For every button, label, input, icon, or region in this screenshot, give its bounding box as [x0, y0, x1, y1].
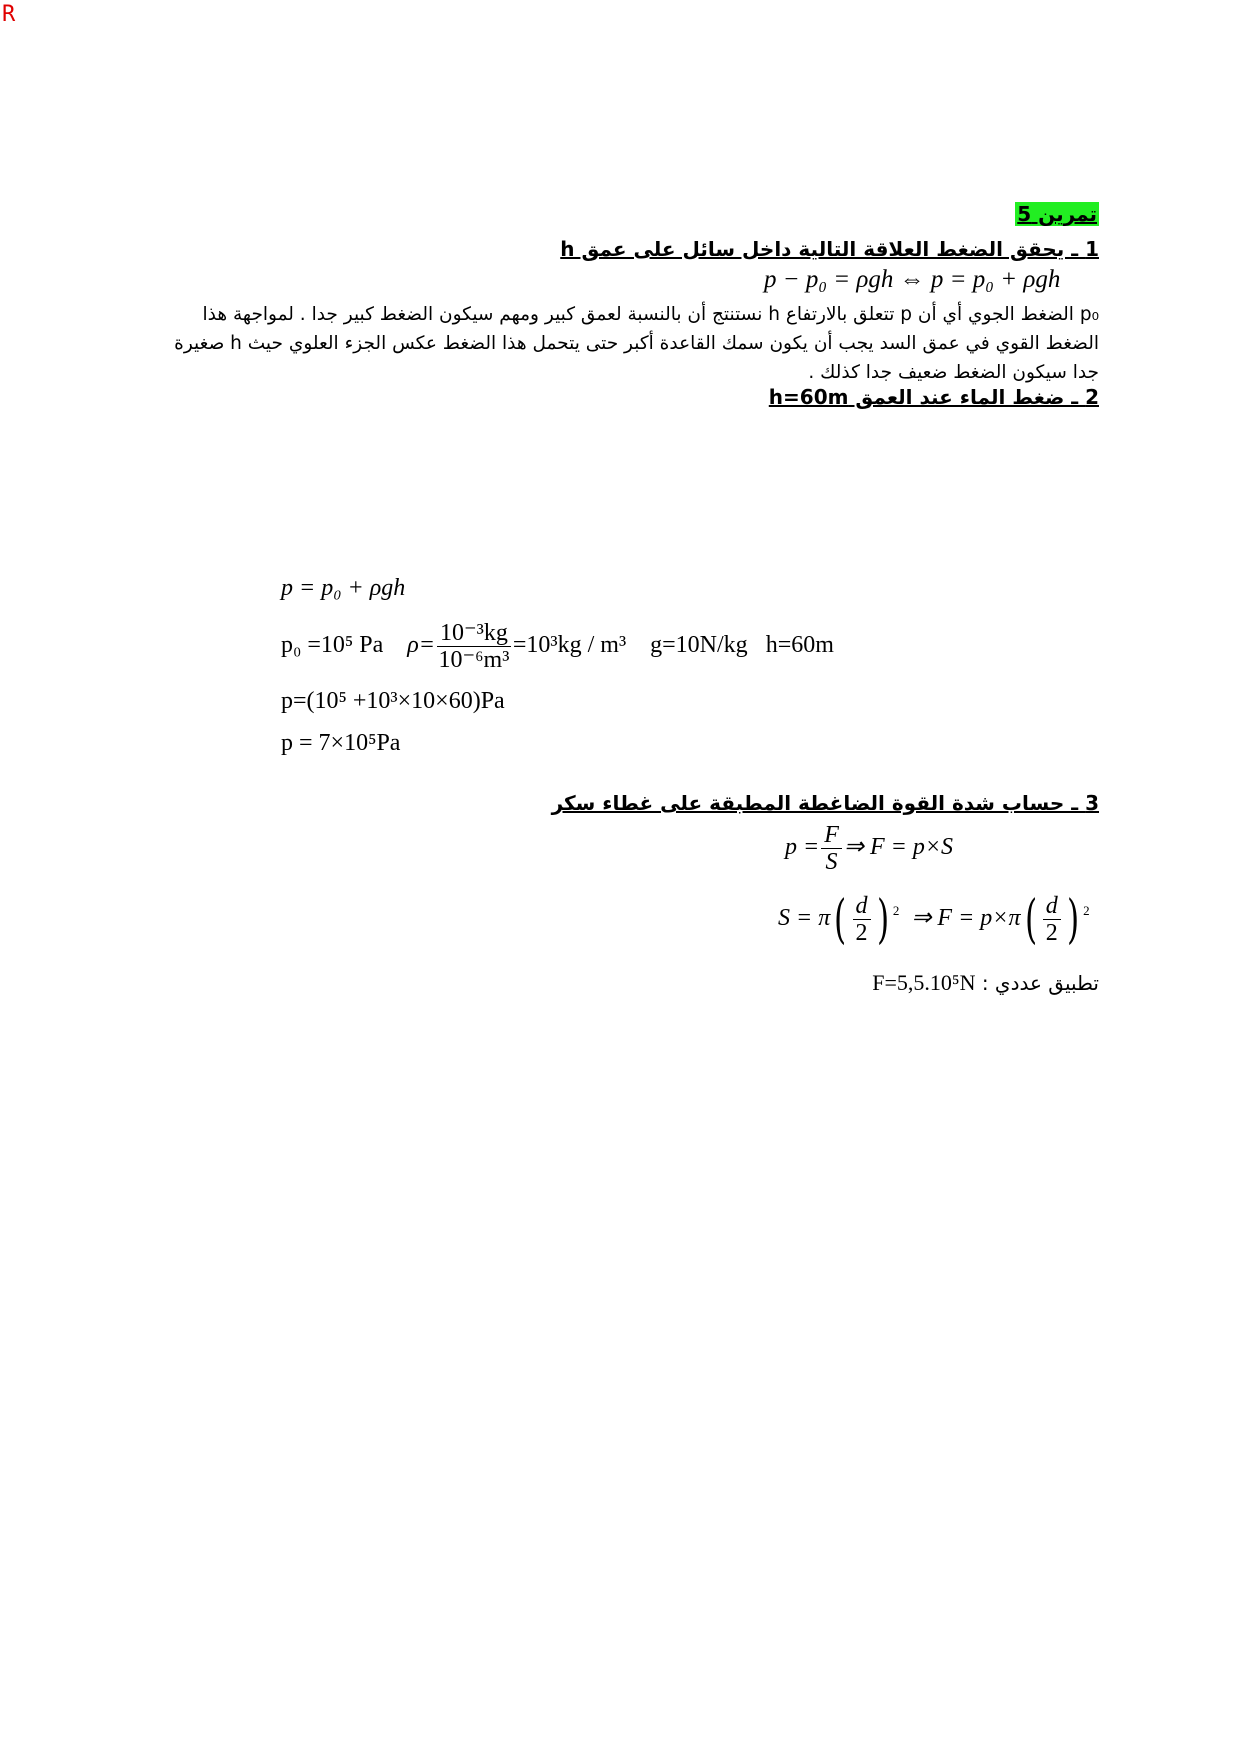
equation-substitution: p=(10⁵ +10³×10×60)Pa: [281, 688, 505, 714]
force-fraction: $\frac{F}{S}$: [821, 822, 842, 875]
paragraph-line-1: p₀ الضغط الجوي أي أن p تتعلق بالارتفاع h نستنتج أن بالنسبة لعمق كبير ومهم سيكون الضغط كبير جدا . لمواجهة هذا: [202, 304, 1099, 325]
application-result: F=5,5.10⁵N: [872, 970, 976, 995]
corner-mark: R: [2, 2, 16, 27]
equation-pressure-formula: p = p₀ + ρgh: [281, 575, 406, 601]
explanation-paragraph: [137, 300, 1099, 387]
pressure-relation: p − p₀ = ρgh ⇔ p = p₀ + ρgh: [764, 266, 1061, 293]
numerical-application: [872, 970, 1099, 996]
density-denominator: 10⁻⁶m³: [438, 647, 510, 673]
diameter-fraction: $\frac{d}{2}$: [853, 893, 871, 946]
application-label: تطبيق عددي :: [981, 971, 1099, 995]
equation-surface-area: S = π( $\frac{d}{2}$ ) $^2$ ⇒ F = p×π( $\frac{d}{2}$ ) $^2$: [778, 889, 1090, 950]
given-g: g=10N/kg: [650, 632, 748, 659]
equation-given-values: [281, 620, 834, 673]
question-1-heading: 1 ـ يحقق الضغط العلاقة التالية داخل سائل على عمق h: [560, 237, 1099, 261]
exercise-title: تمرين 5: [1017, 202, 1097, 226]
density-numerator: 10⁻³kg: [437, 620, 511, 647]
given-rho-value: =10³kg / m³: [512, 632, 627, 659]
paragraph-line-3: جدا سيكون الضغط ضعيف جدا كذلك .: [808, 362, 1099, 383]
equation-force-definition: p = $\frac{F}{S}$ ⇒ F = p×S: [785, 822, 954, 875]
question-2-heading: 2 ـ ضغط الماء عند العمق h=60m: [768, 385, 1099, 409]
diameter-fraction-2: $\frac{d}{2}$: [1043, 893, 1061, 946]
given-rho-label: ρ=: [407, 632, 435, 659]
paragraph-line-2: الضغط القوي في عمق السد يجب أن يكون سمك القاعدة أكبر حتى يتحمل هذا الضغط عكس الجزء العلوي حيث h صغيرة: [174, 333, 1099, 354]
question-3-heading: 3 ـ حساب شدة القوة الضاغطة المطبقة على غطاء سكر: [551, 791, 1099, 815]
given-p0: p₀ =10⁵ Pa: [281, 632, 384, 659]
equation-result: p = 7×10⁵Pa: [281, 730, 401, 756]
density-fraction: [437, 620, 511, 673]
given-h: h=60m: [765, 632, 834, 659]
